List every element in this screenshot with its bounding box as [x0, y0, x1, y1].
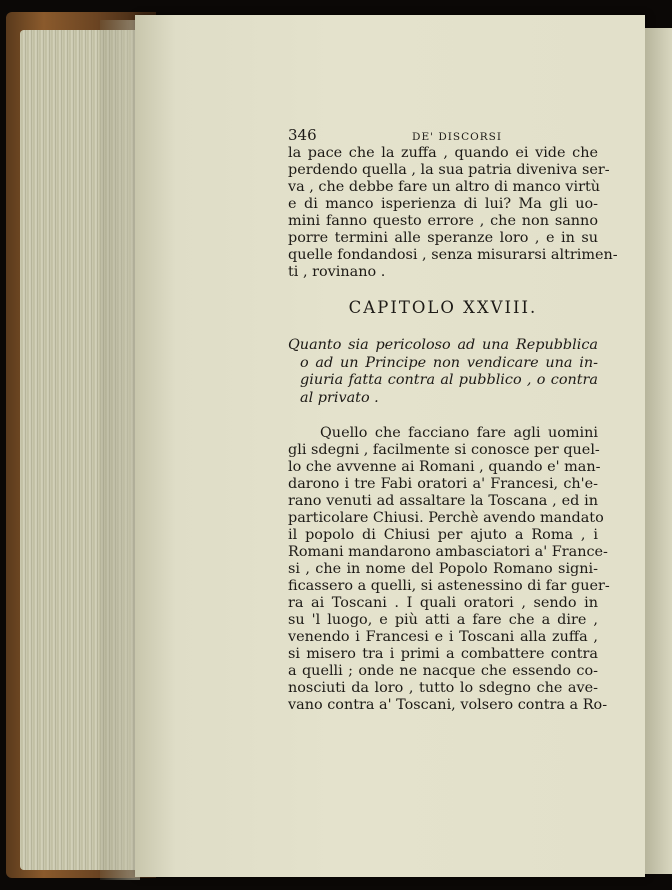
- page-header: [288, 127, 598, 145]
- page-text: [288, 126, 618, 714]
- summary-line: o ad un Principe non vendicare una in-: [300, 354, 598, 371]
- chapter-summary: [288, 337, 598, 407]
- text-line: ti , rovinano .: [288, 264, 386, 280]
- chapter-heading: CAPITOLO XXVIII.: [348, 298, 538, 317]
- text-line: nosciuti da loro , tutto lo sdegno che ave-: [288, 680, 598, 696]
- text-line: la pace che la zuffa , quando ei vide che: [288, 145, 598, 161]
- text-line: porre termini alle speranze loro , e in su: [288, 230, 598, 246]
- text-line: ra ai Toscani . I quali oratori , sendo in: [288, 595, 598, 611]
- summary-line: Quanto sia pericoloso ad una Repubblica: [288, 337, 598, 353]
- continuation-paragraph: [288, 145, 618, 281]
- body-paragraph: [288, 425, 610, 714]
- text-line: mini fanno questo errore , che non sanno: [288, 213, 598, 229]
- text-line: gli sdegni , facilmente si conosce per quel-: [288, 442, 600, 458]
- page-edges-shadow: [100, 20, 140, 880]
- text-line: perdendo quella , la sua patria diveniva ser-: [288, 162, 610, 178]
- text-line: ficassero a quelli, si astenessino di far guer-: [288, 578, 610, 594]
- text-line: venendo i Francesi e i Toscani alla zuffa ,: [288, 629, 598, 645]
- text-line: a quelli ; onde ne nacque che essendo co-: [288, 663, 598, 679]
- text-line: si misero tra i primi a combattere contra: [288, 646, 598, 662]
- facing-page-edge: [645, 28, 672, 874]
- summary-line: al privato .: [300, 389, 379, 406]
- text-line: su 'l luogo, e più atti a fare che a dire ,: [288, 612, 598, 628]
- text-line: il popolo di Chiusi per ajuto a Roma , i: [288, 527, 598, 543]
- summary-line: giuria fatta contra al pubblico , o contra: [300, 372, 598, 388]
- page-number: 346: [288, 126, 317, 144]
- text-line: darono i tre Fabi oratori a' Francesi, ch'e-: [288, 476, 598, 492]
- text-line: va , che debbe fare un altro di manco virtù: [288, 179, 601, 195]
- text-line: si , che in nome del Popolo Romano signi-: [288, 561, 598, 577]
- text-line: e di manco isperienza di lui? Ma gli uo-: [288, 196, 598, 212]
- text-line: Quello che facciano fare agli uomini: [320, 425, 598, 441]
- running-title: DE' DISCORSI: [412, 131, 502, 143]
- text-line: vano contra a' Toscani, volsero contra a Ro-: [288, 697, 608, 713]
- text-line: particolare Chiusi. Perchè avendo mandato: [288, 510, 604, 526]
- text-line: Romani mandarono ambasciatori a' France-: [288, 544, 608, 560]
- text-line: quelle fondandosi , senza misurarsi altrimen-: [288, 247, 618, 263]
- text-line: lo che avvenne ai Romani , quando e' man-: [288, 459, 601, 475]
- text-line: rano venuti ad assaltare la Toscana , ed in: [288, 493, 598, 509]
